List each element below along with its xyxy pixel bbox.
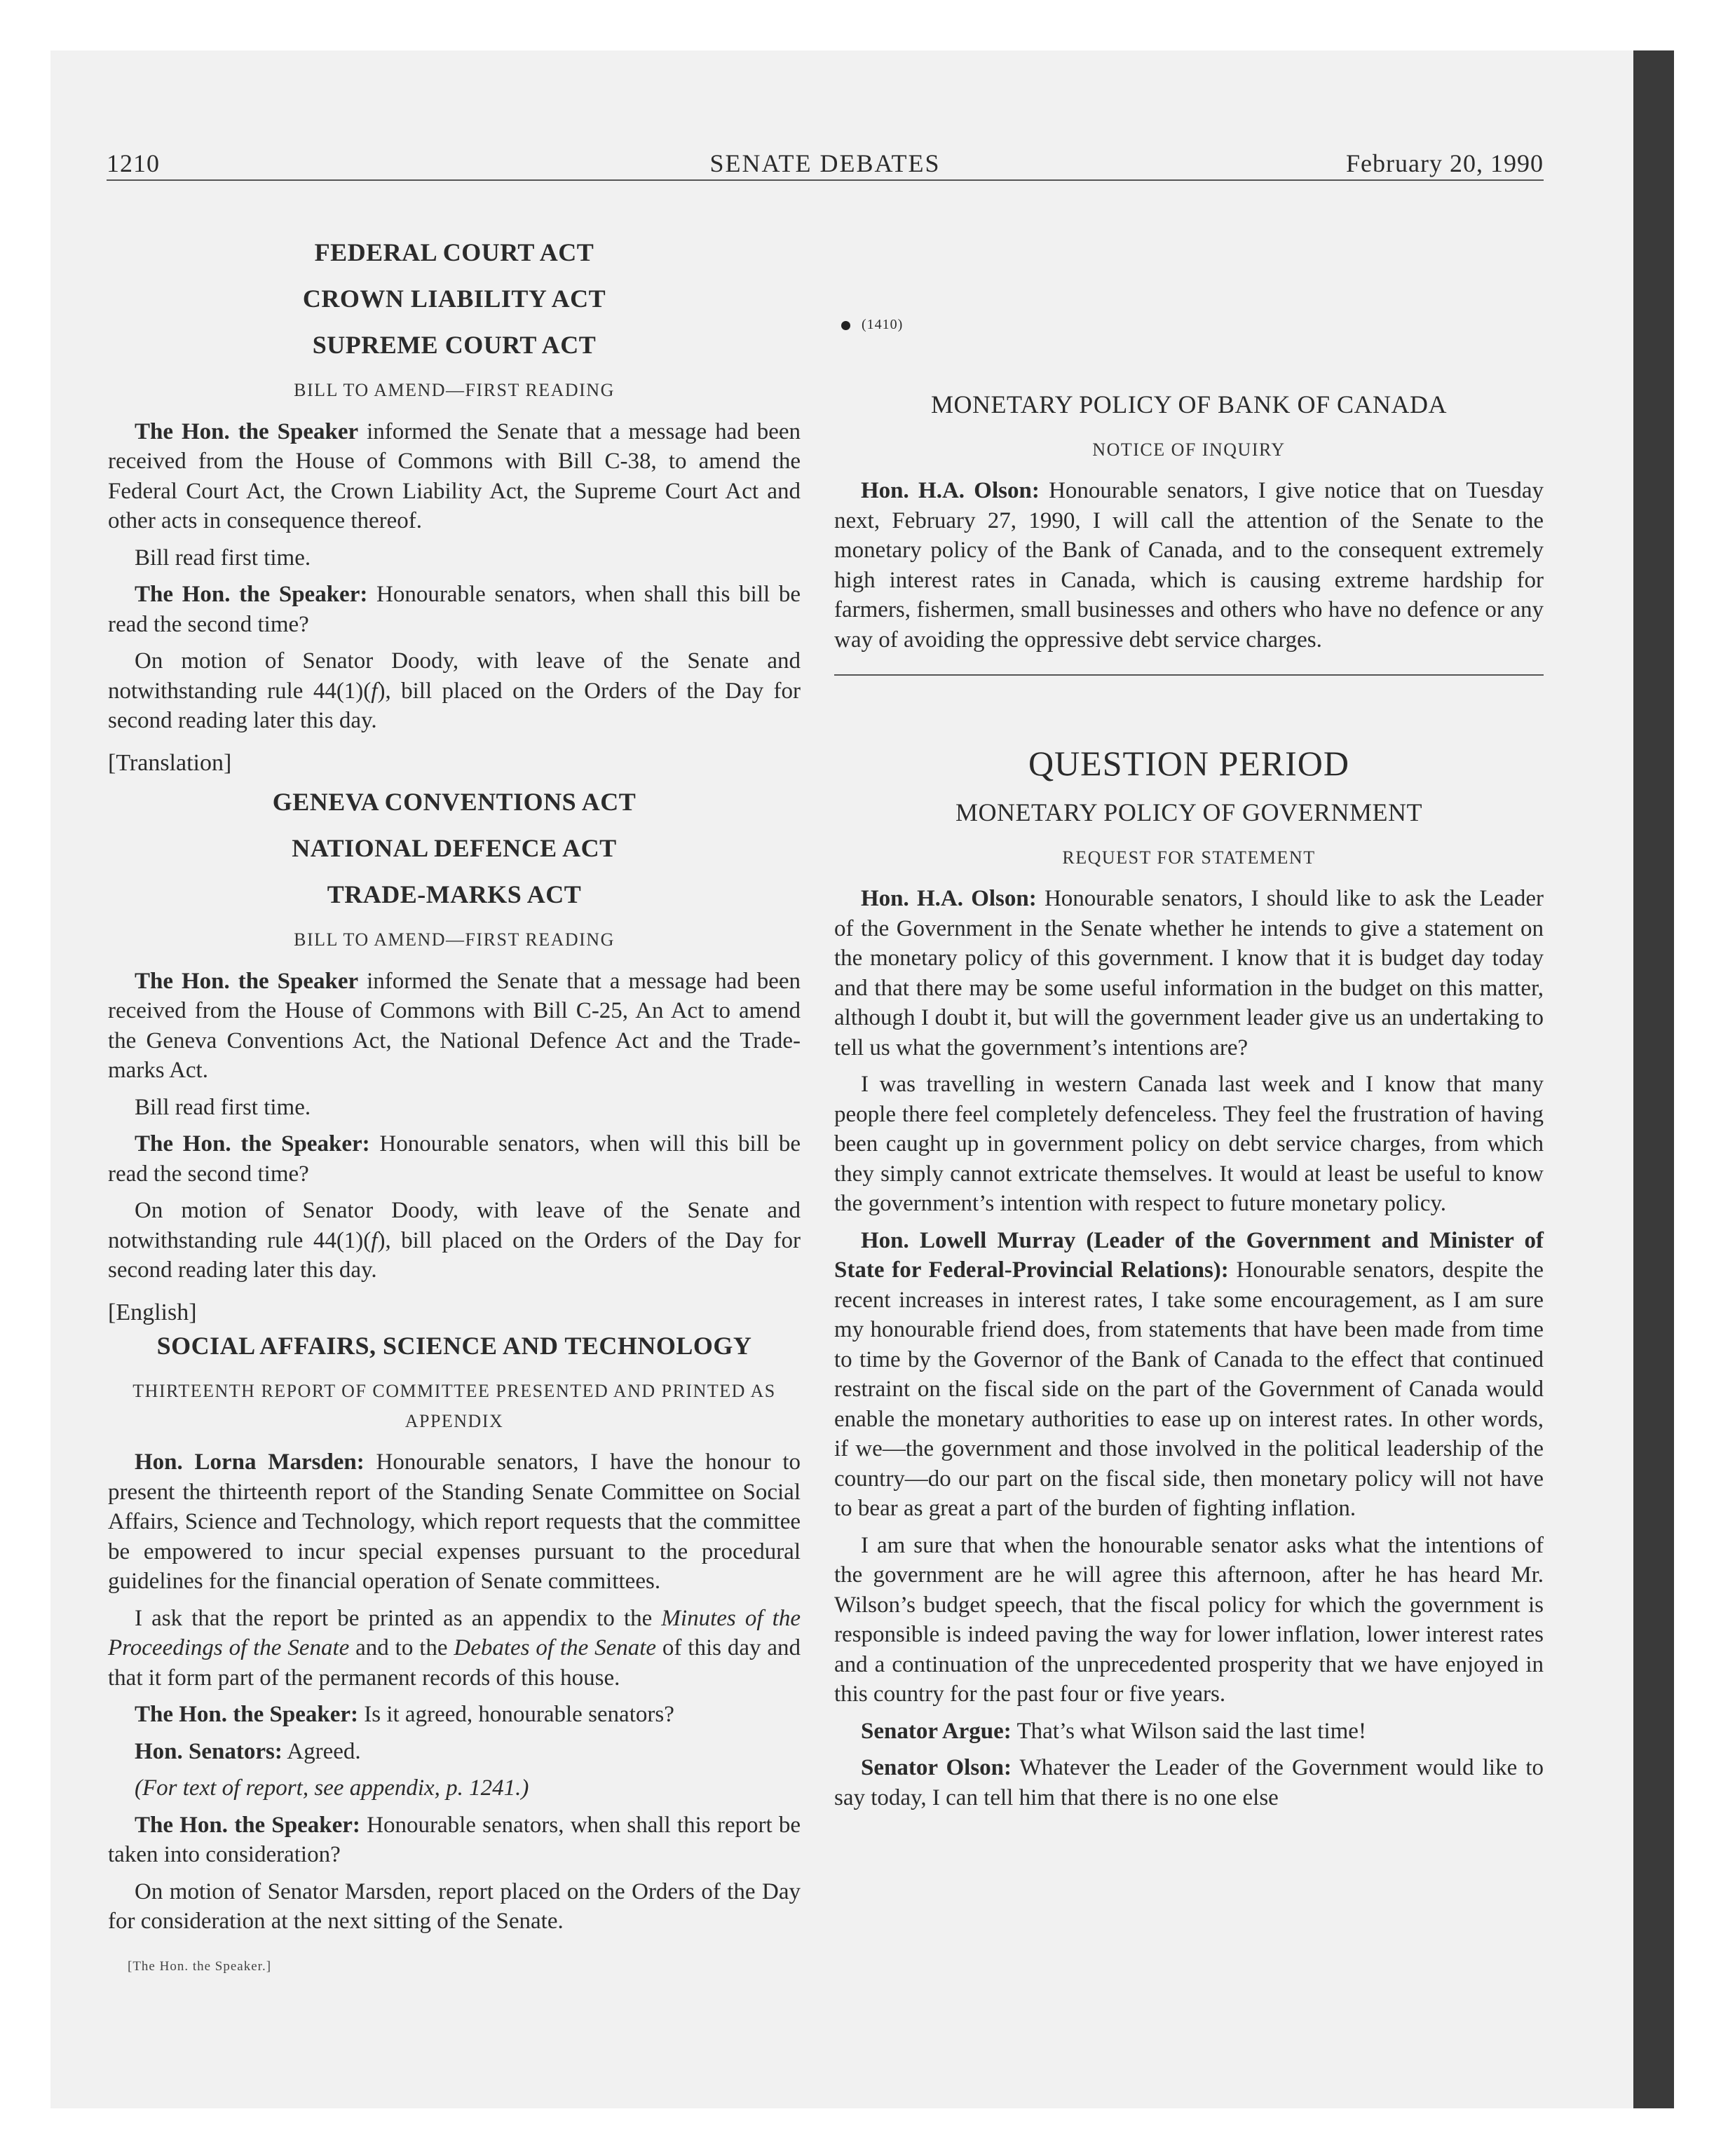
- page-header: [107, 149, 1544, 181]
- language-tag-english: [English]: [108, 1299, 197, 1325]
- heading-national-defence-act: NATIONAL DEFENCE ACT: [292, 834, 617, 862]
- paragraph: On motion of Senator Doody, with leave of the Senate and notwithstanding rule 44(1)(f), bill placed on the Orders of the Day for second reading later this day.: [108, 648, 801, 733]
- speaker-name: Senator Argue:: [861, 1718, 1012, 1744]
- page-number: 1210: [107, 149, 160, 177]
- bullet-icon: [841, 321, 850, 330]
- paragraph: Senator Argue: That’s what Wilson said the last time!: [861, 1718, 1366, 1744]
- speaker-name: The Hon. the Speaker: [135, 418, 359, 444]
- paragraph: Bill read first time.: [135, 545, 311, 571]
- speaker-name: Hon. H.A. Olson:: [861, 886, 1037, 911]
- language-tag-translation: [Translation]: [108, 749, 232, 776]
- speaker-name: Hon. H.A. Olson:: [861, 478, 1040, 503]
- page-date: February 20, 1990: [1346, 149, 1544, 177]
- paragraph: The Hon. the Speaker informed the Senate that a message had been received from the House of Commons with Bill C-38, to amend the Federal Court Act, the Crown Liability Act, the Supreme Court Act and other acts in consequence thereof.: [108, 418, 801, 533]
- heading-monetary-policy-government: MONETARY POLICY OF GOVERNMENT: [955, 798, 1422, 826]
- paragraph: The Hon. the Speaker: Honourable senators, when shall this report be taken into consideration?: [108, 1812, 801, 1867]
- speaker-name: The Hon. the Speaker:: [135, 1131, 370, 1157]
- paragraph: Hon. Senators: Agreed.: [135, 1738, 361, 1764]
- subheading-bill-first-reading: BILL TO AMEND—FIRST READING: [294, 929, 615, 950]
- paragraph: I was travelling in western Canada last week and I know that many people there feel completely defenceless. They feel the frustration of having been caught up in government policy on debt service charges, from which they simply cannot extricate themselves. It would at least be useful to know the government’s intention with respect to future monetary policy.: [834, 1072, 1544, 1216]
- speaker-name: The Hon. the Speaker:: [135, 1812, 360, 1838]
- heading-trade-marks-act: TRADE-MARKS ACT: [327, 880, 582, 908]
- heading-supreme-court-act: SUPREME COURT ACT: [312, 331, 597, 359]
- paragraph: On motion of Senator Marsden, report placed on the Orders of the Day for consideration at the next sitting of the Senate.: [108, 1878, 801, 1934]
- time-marker: (1410): [841, 310, 1544, 340]
- paragraph: Hon. H.A. Olson: Honourable senators, I should like to ask the Leader of the Government in the Senate whether he intends to give a statement on the monetary policy of this government. I know that it is budget day today and that there may be some useful information in the budget on this matter, although I doubt it, but will the government leader give us an undertaking to tell us what the government’s intentions are?: [834, 886, 1544, 1060]
- paragraph: Hon. Lowell Murray (Leader of the Government and Minister of State for Federal-Provincial Relations): Honourable senators, despite the recent increases in interest rates, I take some encouragement, as I am sure my honourable friend does, from statements that have been made from time to time by the Governor of the Bank of Canada to the effect that continued restraint on the fiscal side on the part of the Government of Canada would enable the monetary authorities to ease up on interest rates. In other words, if we—the government and those involved in the political leadership of the country—do our part on the fiscal side, then monetary policy will not have to bear as great a part of the burden of fighting inflation.: [834, 1227, 1544, 1521]
- paragraph: I ask that the report be printed as an appendix to the Minutes of the Proceedings of the Senate and to the Debates of the Senate of this day and that it form part of the permanent records of this house.: [108, 1605, 801, 1691]
- speaker-footnote: [The Hon. the Speaker.]: [128, 1958, 272, 1974]
- paragraph: I am sure that when the honourable senator asks what the intentions of the government are he will agree this afternoon, after he has heard Mr. Wilson’s budget speech, that the fiscal policy for which the government is responsible is indeed paving the way for lower inflation, lower interest rates and a continuation of the unprecedented prosperity that we have enjoyed in this country for the past four or five years.: [834, 1532, 1544, 1707]
- right-column: [834, 228, 1544, 1820]
- heading-social-affairs: SOCIAL AFFAIRS, SCIENCE AND TECHNOLOGY: [156, 1332, 752, 1360]
- speaker-name: The Hon. the Speaker:: [135, 582, 368, 607]
- speaker-name: Hon. Lowell Murray (Leader of the Government and Minister of State for Federal-Provincial Relations):: [834, 1227, 1544, 1283]
- paragraph: The Hon. the Speaker informed the Senate that a message had been received from the House of Commons with Bill C-25, An Act to amend the Geneva Conventions Act, the National Defence Act and the Trade-marks Act.: [108, 968, 801, 1083]
- subheading-notice-of-inquiry: NOTICE OF INQUIRY: [1092, 439, 1286, 460]
- scan-binding-edge: [1633, 50, 1674, 2108]
- publication-title: SENATE DEBATES: [709, 149, 941, 177]
- heading-federal-court-act: FEDERAL COURT ACT: [314, 238, 594, 266]
- paragraph: Senator Olson: Whatever the Leader of the Government would like to say today, I can tell him that there is no one else: [834, 1755, 1544, 1810]
- speaker-name: Senator Olson:: [861, 1755, 1012, 1780]
- subheading-thirteenth-report: THIRTEENTH REPORT OF COMMITTEE PRESENTED AND PRINTED AS APPENDIX: [132, 1381, 776, 1431]
- paragraph: The Hon. the Speaker: Is it agreed, honourable senators?: [135, 1702, 674, 1727]
- subheading-request-for-statement: REQUEST FOR STATEMENT: [1062, 847, 1316, 868]
- heading-crown-liability-act: CROWN LIABILITY ACT: [302, 285, 606, 313]
- heading-monetary-policy-bank: MONETARY POLICY OF BANK OF CANADA: [930, 390, 1447, 418]
- paragraph: The Hon. the Speaker: Honourable senators, when shall this bill be read the second time?: [108, 582, 801, 637]
- paragraph: On motion of Senator Doody, with leave of the Senate and notwithstanding rule 44(1)(f), bill placed on the Orders of the Day for second reading later this day.: [108, 1198, 801, 1283]
- paragraph: Hon. Lorna Marsden: Honourable senators, I have the honour to present the thirteenth report of the Standing Senate Committee on Social Affairs, Science and Technology, which report requests that the committee be empowered to incur special expenses pursuant to the procedural guidelines for the financial operation of Senate committees.: [108, 1449, 801, 1594]
- question-period-title: QUESTION PERIOD: [1028, 744, 1350, 783]
- heading-geneva-conventions-act: GENEVA CONVENTIONS ACT: [272, 788, 637, 816]
- paragraph: The Hon. the Speaker: Honourable senators, when will this bill be read the second time?: [108, 1131, 801, 1187]
- speaker-name: The Hon. the Speaker: [135, 968, 359, 994]
- speaker-name: Hon. Lorna Marsden:: [135, 1449, 365, 1475]
- speaker-name: Hon. Senators:: [135, 1738, 283, 1764]
- appendix-note: (For text of report, see appendix, p. 1241.): [135, 1775, 529, 1801]
- section-divider: [834, 674, 1544, 676]
- subheading-bill-first-reading: BILL TO AMEND—FIRST READING: [294, 380, 615, 400]
- left-column: [108, 228, 801, 1981]
- paragraph: Bill read first time.: [135, 1094, 311, 1120]
- speaker-name: The Hon. the Speaker:: [135, 1702, 359, 1727]
- paragraph: Hon. H.A. Olson: Honourable senators, I give notice that on Tuesday next, February 27, 1990, I will call the attention of the Senate to the monetary policy of the Bank of Canada, and to the consequent extremely high interest rates in Canada, which is causing extreme hardship for farmers, fishermen, small businesses and others who have no defence or any way of avoiding the oppressive debt service charges.: [834, 478, 1544, 653]
